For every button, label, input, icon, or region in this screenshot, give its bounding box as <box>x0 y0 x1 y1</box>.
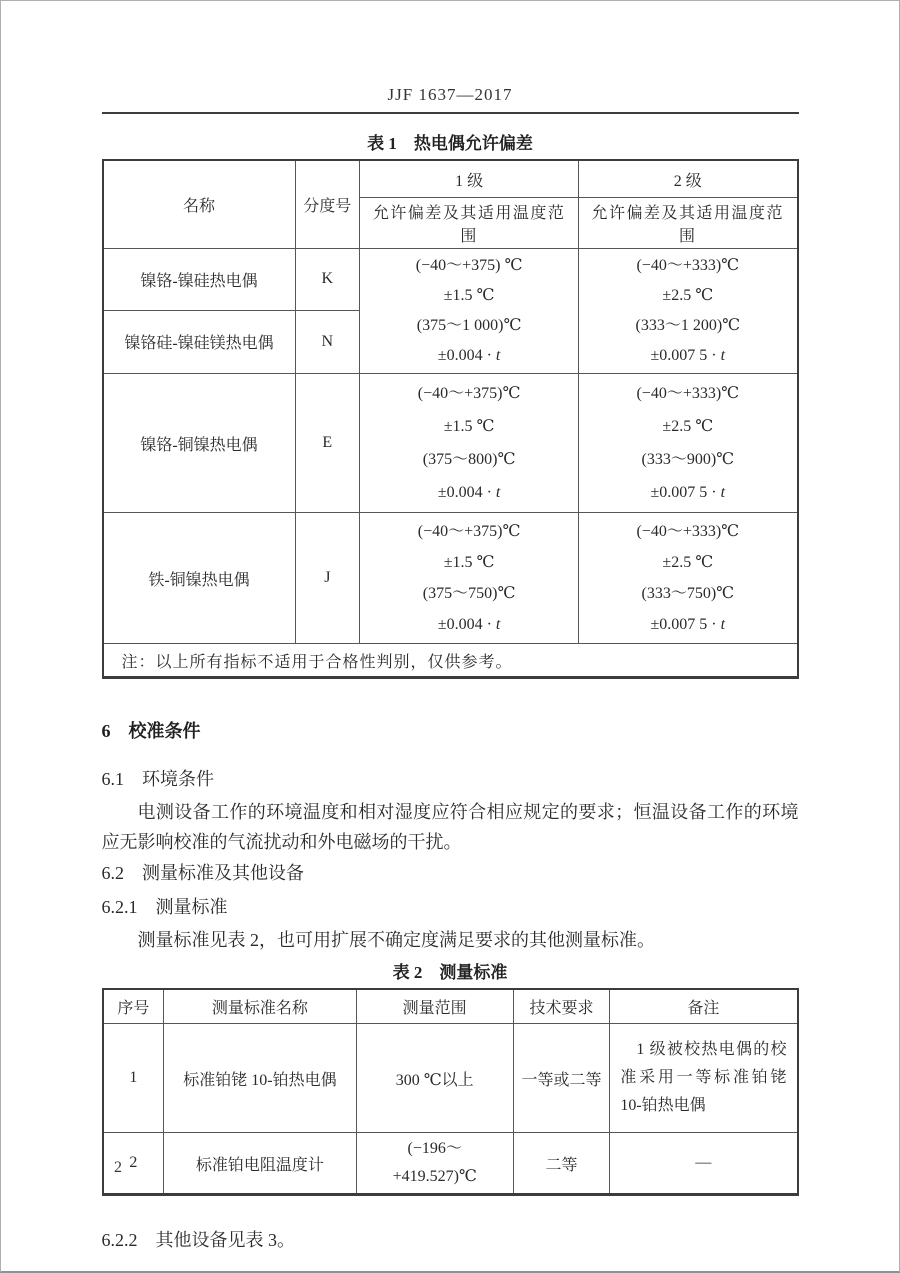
deviation-line: ±0.004 · t <box>437 616 501 633</box>
deviation-line: ±2.5 ℃ <box>662 287 714 304</box>
col-subheader-grade1: 允许偏差及其适用温度范围 <box>360 198 579 249</box>
col-header-grade1: 1 级 <box>360 160 579 198</box>
table-row <box>103 513 798 644</box>
col-header-standard-name: 测量标准名称 <box>164 989 357 1024</box>
heading-clause-6: 6 校准条件 <box>101 721 201 741</box>
cell-no: 2 <box>103 1133 164 1195</box>
deviation-line: ±0.007 5 · t <box>650 616 726 633</box>
deviation-line: ±0.004 · t <box>437 347 501 364</box>
cell-grade2 <box>579 249 798 374</box>
heading-6-1: 6.1 环境条件 <box>101 769 214 789</box>
table1-title: 表 1 热电偶允许偏差 <box>367 134 533 153</box>
cell-grade2 <box>579 374 798 513</box>
col-header-name: 名称 <box>103 160 296 249</box>
paragraph-6-2-1: 测量标准见表 2，也可用扩展不确定度满足要求的其他测量标准。 <box>137 930 655 950</box>
deviation-line: (−40～+375) ℃ <box>415 257 523 274</box>
heading-6-2-2: 6.2.2 其他设备见表 3。 <box>101 1230 295 1250</box>
paragraph-6-1: 电测设备工作的环境温度和相对湿度应符合相应规定的要求；恒温设备工作的环境应无影响校准的气流扰动和外电磁场的干扰。 <box>101 802 799 852</box>
range-line: +419.527)℃ <box>392 1168 477 1185</box>
cell-standard-name: 标准铂铑 10-铂热电偶 <box>164 1024 357 1133</box>
deviation-line: (−40～+375)℃ <box>417 385 521 402</box>
deviation-line: ±2.5 ℃ <box>662 418 714 435</box>
col-header-grade2: 2 级 <box>579 160 798 198</box>
table-row <box>103 1024 798 1133</box>
col-subheader-grade2: 允许偏差及其适用温度范围 <box>579 198 798 249</box>
table-row <box>103 1133 798 1195</box>
deviation-line: ±0.007 5 · t <box>650 484 726 501</box>
deviation-line: (−40～+333)℃ <box>636 523 740 540</box>
table-measurement-standards <box>102 988 799 1196</box>
table-note-row <box>103 644 798 678</box>
page-number: 2 <box>114 1159 122 1176</box>
cell-range <box>356 1133 513 1195</box>
deviation-line: (−40～+333)℃ <box>636 385 740 402</box>
cell-requirement: 一等或二等 <box>513 1024 610 1133</box>
cell-requirement: 二等 <box>513 1133 610 1195</box>
table-thermocouple-deviation <box>102 159 799 679</box>
cell-grade1 <box>360 249 579 374</box>
deviation-line: ±1.5 ℃ <box>443 554 495 571</box>
deviation-line: (333～750)℃ <box>641 585 735 602</box>
deviation-line: ±0.004 · t <box>437 484 501 501</box>
cell-grade1 <box>360 374 579 513</box>
cell-remark: 1 级被校热电偶的校准采用一等标准铂铑 10-铂热电偶 <box>610 1024 798 1133</box>
cell-name: 铁-铜镍热电偶 <box>103 513 296 644</box>
deviation-line: (375～1 000)℃ <box>416 317 522 334</box>
header-rule <box>102 112 799 114</box>
table2-title: 表 2 测量标准 <box>392 963 508 982</box>
deviation-line: ±0.007 5 · t <box>650 347 726 364</box>
heading-6-2-1: 6.2.1 测量标准 <box>101 897 228 917</box>
cell-name: 镍铬-镍硅热电偶 <box>103 249 296 311</box>
deviation-line: (−40～+333)℃ <box>636 257 740 274</box>
cell-grade1 <box>360 513 579 644</box>
range-line: (−196～ <box>407 1140 462 1157</box>
cell-code: K <box>295 249 360 311</box>
cell-code: J <box>295 513 360 644</box>
table-row <box>103 374 798 513</box>
cell-code: N <box>295 310 360 373</box>
deviation-line: (333～900)℃ <box>641 451 735 468</box>
heading-6-2: 6.2 测量标准及其他设备 <box>101 863 304 883</box>
deviation-line: (−40～+375)℃ <box>417 523 521 540</box>
deviation-line: (333～1 200)℃ <box>635 317 741 334</box>
deviation-line: (375～750)℃ <box>422 585 516 602</box>
cell-standard-name: 标准铂电阻温度计 <box>164 1133 357 1195</box>
page-content <box>102 85 799 1252</box>
cell-range: 300 ℃以上 <box>356 1024 513 1133</box>
col-header-requirement: 技术要求 <box>513 989 610 1024</box>
table-row <box>103 249 798 311</box>
col-header-remark: 备注 <box>610 989 798 1024</box>
cell-name: 镍铬硅-镍硅镁热电偶 <box>103 310 296 373</box>
cell-code: E <box>295 374 360 513</box>
deviation-line: ±2.5 ℃ <box>662 554 714 571</box>
deviation-line: ±1.5 ℃ <box>443 418 495 435</box>
col-header-no: 序号 <box>103 989 164 1024</box>
table-note: 注：以上所有指标不适用于合格性判别，仅供参考。 <box>103 644 798 678</box>
cell-name: 镍铬-铜镍热电偶 <box>103 374 296 513</box>
col-header-range: 测量范围 <box>356 989 513 1024</box>
cell-grade2 <box>579 513 798 644</box>
doc-code-header: JJF 1637—2017 <box>387 85 513 104</box>
col-header-index: 分度号 <box>295 160 360 249</box>
cell-no: 1 <box>103 1024 164 1133</box>
deviation-line: ±1.5 ℃ <box>443 287 495 304</box>
deviation-line: (375～800)℃ <box>422 451 516 468</box>
cell-remark: — <box>610 1133 798 1195</box>
